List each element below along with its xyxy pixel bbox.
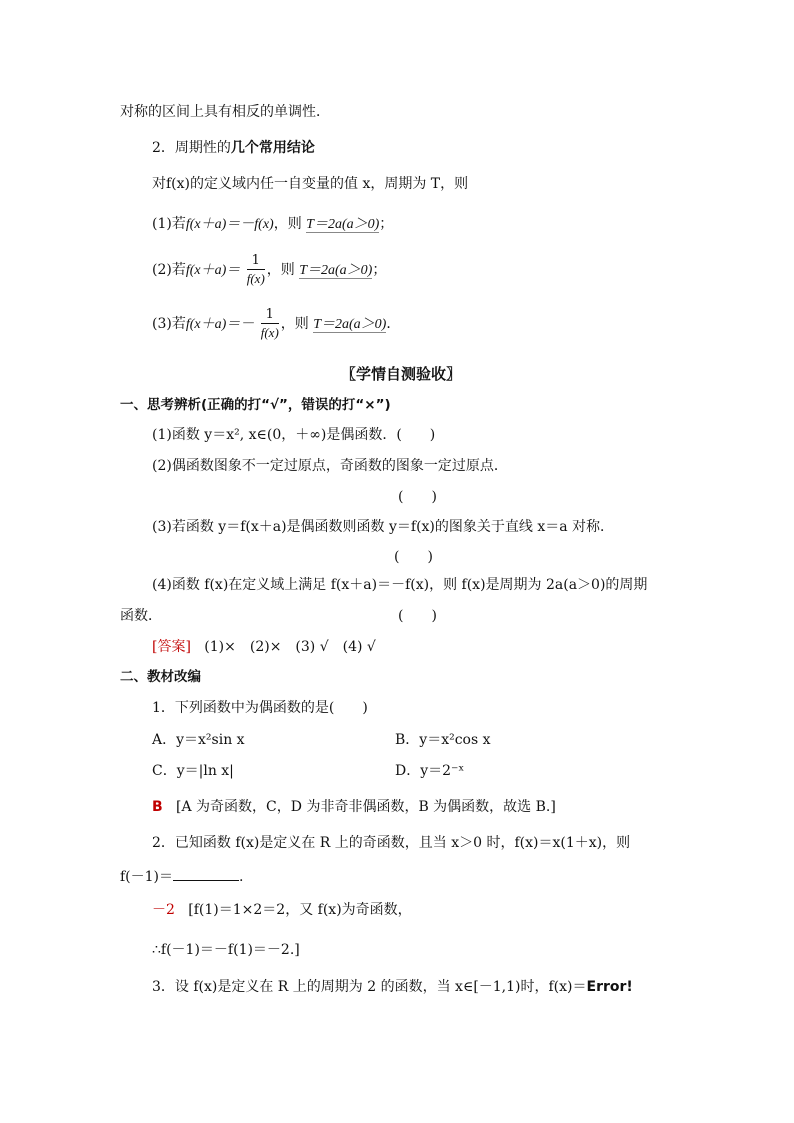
q2-answer-paren: ( ) [398,489,437,505]
answer-tag: [答案] [152,639,191,655]
answer-blank [173,866,239,881]
answer-line: [答案] (1)× (2)× (3) √ (4) √ [152,639,376,655]
part1-heading: 一、思考辨析(正确的打“√”，错误的打“×”) [120,397,391,413]
period-rule-1: (1)若f(x＋a)＝－f(x)，则 T＝2a(a＞0)； [152,216,394,232]
period-heading: 2．周期性的几个常用结论 [152,140,315,156]
p2-q1-text: 1．下列函数中为偶函数的是( ) [152,700,368,716]
p2-a1: B [A 为奇函数，C，D 为非奇非偶函数，B 为偶函数，故选 B.] [152,799,556,815]
option-a: A．y＝x²sin x [152,732,245,748]
q4-answer-paren: ( ) [398,608,437,624]
p2-q2-text-cont: f(－1)＝ . [120,866,243,887]
q2-text: (2)偶函数图象不一定过原点，奇函数的图象一定过原点． [152,458,508,474]
q1-text: (1)函数 y＝x², x∈(0，＋∞)是偶函数．( ) [152,427,436,443]
option-c: C．y＝|ln x| [152,763,234,779]
p2-q3-text: 3．设 f(x)是定义在 R 上的周期为 2 的函数，当 x∈[－1,1)时，f(x)＝Error! [152,979,633,995]
error-text: Error! [586,979,633,995]
period-desc: 对f(x)的定义域内任一自变量的值 x，周期为 T，则 [152,176,469,192]
option-d: D．y＝2⁻ˣ [395,763,465,779]
answer-value: －2 [152,902,175,918]
answer-letter: B [152,799,163,815]
part2-heading: 二、教材改编 [120,669,201,685]
period-rule-2: (2)若f(x＋a)＝ $\frac{1}{f(x)}$ ，则 T＝2a(a＞0)； [152,252,387,286]
q3-answer-paren: ( ) [394,549,433,565]
p2-a2-cont: ∴f(－1)＝－f(1)＝－2.] [152,942,300,958]
p2-q2-text: 2．已知函数 f(x)是定义在 R 上的奇函数，且当 x＞0 时，f(x)＝x(1＋x)，则 [152,835,631,851]
period-rule-3: (3)若f(x＋a)＝－ $\frac{1}{f(x)}$ ，则 T＝2a(a＞0)． [152,306,401,340]
fraction: $\frac{1}{f(x)}$ [246,252,265,286]
section-title: 〖学情自测验收〗 [341,365,462,383]
q4-text: (4)函数 f(x)在定义域上满足 f(x＋a)＝－f(x)，则 f(x)是周期为 2a(a＞0)的周期 [152,577,648,593]
q4-text-cont: 函数． [120,608,162,624]
fraction: $\frac{1}{f(x)}$ [260,306,279,340]
q3-text: (3)若函数 y＝f(x＋a)是偶函数则函数 y＝f(x)的图象关于直线 x＝a 对称． [152,519,615,535]
option-b: B．y＝x²cos x [395,732,491,748]
p2-a2: －2 [f(1)＝1×2＝2，又 f(x)为奇函数， [152,902,412,918]
intro-line: 对称的区间上具有相反的单调性． [120,104,330,120]
